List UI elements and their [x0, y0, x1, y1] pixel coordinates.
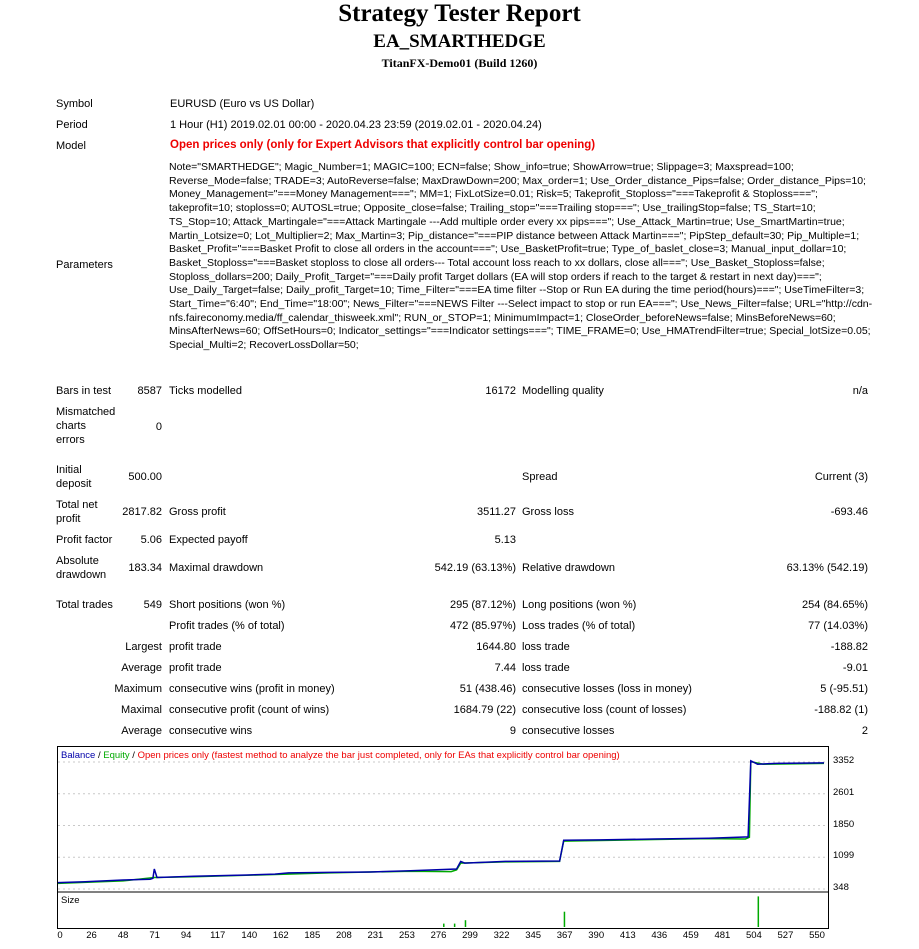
size-bar	[443, 924, 445, 927]
pfactor-value: 5.06	[140, 534, 162, 546]
x-tick-label: 436	[651, 930, 668, 941]
legend-note: Open prices only (fastest method to analyze the bar just completed, only for EAs that explicitly control bar opening)	[137, 750, 620, 761]
maxdd-label: Maximal drawdown	[169, 562, 264, 574]
reldd-label: Relative drawdown	[522, 562, 615, 574]
x-tick-label: 276	[430, 930, 447, 941]
x-tick-label: 117	[210, 930, 226, 941]
losstrades-label: Loss trades (% of total)	[522, 620, 636, 632]
long-value: 254 (84.65%)	[801, 599, 868, 611]
balance-chart	[57, 746, 829, 929]
long-label: Long positions (won %)	[522, 599, 637, 611]
pfactor-label: Profit factor	[56, 534, 113, 546]
largest-label: Largest	[125, 641, 162, 653]
maximum-label: Maximum	[114, 683, 162, 695]
payoff-label: Expected payoff	[169, 534, 248, 546]
x-tick-label: 231	[367, 930, 384, 941]
spread-value: Current (3)	[814, 471, 868, 483]
x-tick-label: 26	[86, 930, 97, 941]
y-tick-label: 348	[833, 882, 849, 893]
x-tick-label: 140	[241, 930, 258, 941]
initial-label-2: deposit	[56, 478, 92, 490]
mismatched-label-3: errors	[56, 434, 85, 446]
x-tick-label: 48	[117, 930, 129, 941]
netprofit-label-1: Total net	[56, 499, 98, 511]
chart-legend	[61, 750, 620, 761]
average-loss-label: loss trade	[522, 662, 570, 674]
maximal-loss-value: -188.82 (1)	[814, 704, 868, 716]
avg-wins-value: 9	[509, 725, 516, 737]
x-tick-label: 162	[272, 930, 289, 941]
initial-label-1: Initial	[56, 464, 82, 476]
largest-profit-label: profit trade	[169, 641, 222, 653]
average-label: Average	[121, 662, 162, 674]
x-tick-label: 413	[619, 930, 636, 941]
grossloss-label: Gross loss	[522, 506, 574, 518]
avg-losses-label: consecutive losses	[522, 725, 615, 737]
symbol-label: Symbol	[56, 98, 93, 110]
reldd-value: 63.13% (542.19)	[786, 562, 868, 574]
x-tick-label: 481	[714, 930, 731, 941]
payoff-value: 5.13	[494, 534, 516, 546]
ticks-label: Ticks modelled	[169, 385, 242, 397]
max-losses-label: consecutive losses (loss in money)	[522, 683, 692, 695]
y-tick-label: 1850	[833, 818, 855, 830]
parameters-label: Parameters	[56, 259, 113, 271]
size-bar	[564, 912, 566, 927]
bars-label: Bars in test	[56, 385, 112, 397]
maximal-label: Maximal	[121, 704, 162, 716]
x-tick-label: 322	[493, 930, 510, 941]
size-bar	[758, 896, 760, 927]
model-label: Model	[56, 140, 86, 152]
netprofit-label-2: profit	[56, 513, 81, 525]
largest-loss-value: -188.82	[830, 641, 868, 653]
y-tick-label: 1099	[833, 850, 855, 862]
trades-value: 549	[143, 599, 162, 611]
profittrades-label: Profit trades (% of total)	[169, 620, 285, 632]
period-label: Period	[56, 119, 88, 131]
absdd-label-2: drawdown	[56, 569, 107, 581]
server-build: TitanFX-Demo01 (Build 1260)	[381, 56, 538, 70]
x-tick-label: 208	[335, 930, 352, 941]
maximal-profit-label: consecutive profit (count of wins)	[169, 704, 330, 716]
avg-wins-label: consecutive wins	[169, 725, 253, 737]
bars-value: 8587	[137, 385, 162, 397]
x-tick-label: 253	[399, 930, 415, 941]
short-value: 295 (87.12%)	[449, 599, 516, 611]
spread-label: Spread	[522, 471, 558, 483]
legend-equity: Equity	[103, 750, 130, 761]
average-profit-label: profit trade	[169, 662, 222, 674]
x-tick-label: 390	[588, 930, 605, 941]
max-wins-value: 51 (438.46)	[459, 683, 516, 695]
size-label: Size	[61, 895, 80, 906]
mismatched-label-2: charts	[56, 420, 86, 432]
legend-sep-1: /	[95, 750, 104, 761]
x-tick-label: 345	[525, 930, 542, 941]
maxdd-value: 542.19 (63.13%)	[434, 562, 516, 574]
equity-line	[58, 762, 824, 884]
largest-loss-label: loss trade	[522, 641, 570, 653]
parameters-text: Note="SMARTHEDGE"; Magic_Number=1; MAGIC=100; ECN=false; Show_info=true; ShowArrow=true; Slippage=3; Maxspread=100; Reverse_Mode=false; TRADE=3; AutoReverse=false; MaxDrawDown=200; Max_order=1; Use_Order_distance_Pips=false; Order_distance_Pips=10; Money_Management="===Money Management==="; MM=1; FixLotSize=0.01; Risk=5; Takeprofit_Stoploss="===Takeprofit & Stoploss==="; takeprofit=10; stoploss=0; AUTOSL=true; Opposite_close=false; Trailing_stop="===Trailing stop==="; Use_trailingStop=false; TS_Start=10; TS_Stop=10; Attack_Martingale="===Attack Martingale ---Add multiple order every xx pips==="; Use_Attack_Martin=true; Use_SmartMartin=true; Martin_Lotsize=0; Lot_Multiplier=2; Max_Martin=3; Pip_distance="===PIP distance between Attack Martin==="; PipStep_default=30; Pip_Multiple=1; Basket_Profit="===Basket Profit to close all orders in the account==="; Use_BasketProfit=true; Type_of_baslet_close=3; Manual_input_dollar=10; Basket_Stoploss="===Basket stoploss to close all orders--- Total account loss reach to xx dollars, close all==="; Use_Basket_Stoploss=false; Stoploss_dollars=200; Daily_Profit_Target="===Daily profit Target dollars (EA will stop orders if reach to the target & restart in next day)==="; Use_Daily_Target=false; Daily_profit_Target=10; Time_Filter="===EA time filter --Stop or Run EA during the time period(hours)==="; UseTimeFilter=3; Start_Time="6:40"; End_Time="18:00"; News_Filter="===NEWS Filter ---Select impact to stop or run EA==="; Use_News_Filter=false; URL="http://cdn-nfs.faireconomy.media/ff_calendar_thisweek.xml"; RUN_or_STOP=1; MinimumImpact=1; CloseOrder_beforeNews=false; MinsBeforeNews=60; MinsAfterNews=60; OffSetHours=0; Indicator_settings="===Indicator settings==="; TIME_FRAME=0; Use_HMATrendFilter=true; Special_lotSize=0.05; Special_Multi=2; RecoverLossDollar=50;	[169, 161, 873, 352]
average-loss-value: -9.01	[842, 662, 868, 674]
y-tick-label: 3352	[833, 755, 855, 766]
x-tick-label: 71	[149, 930, 160, 941]
mismatched-label-1: Mismatched	[56, 406, 116, 418]
x-tick-label: 185	[304, 930, 321, 941]
symbol-value: EURUSD (Euro vs US Dollar)	[170, 98, 315, 110]
quality-value: n/a	[852, 385, 868, 397]
absdd-value: 183.34	[128, 562, 162, 574]
grossprofit-label: Gross profit	[169, 506, 226, 518]
profittrades-value: 472 (85.97%)	[449, 620, 516, 632]
trades-label: Total trades	[56, 599, 113, 611]
x-tick-label: 0	[57, 930, 63, 941]
max-losses-value: 5 (-95.51)	[820, 683, 868, 695]
grossprofit-value: 3511.27	[477, 506, 516, 518]
x-tick-label: 504	[745, 930, 762, 941]
losstrades-value: 77 (14.03%)	[808, 620, 868, 632]
absdd-label-1: Absolute	[56, 555, 99, 567]
maximal-profit-value: 1684.79 (22)	[453, 704, 516, 716]
avg-consecutive-label: Average	[121, 725, 162, 737]
period-value: 1 Hour (H1) 2019.02.01 00:00 - 2020.04.23 23:59 (2019.02.01 - 2020.04.24)	[170, 119, 542, 131]
average-profit-value: 7.44	[494, 662, 516, 674]
x-tick-label: 459	[682, 930, 699, 941]
size-bar	[465, 920, 467, 927]
ea-name: EA_SMARTHEDGE	[373, 31, 546, 52]
quality-label: Modelling quality	[522, 385, 604, 397]
model-value: Open prices only (only for Expert Advisors that explicitly control bar opening)	[170, 139, 596, 151]
maximal-loss-label: consecutive loss (count of losses)	[522, 704, 687, 716]
balance-chart-svg	[58, 747, 828, 928]
short-label: Short positions (won %)	[169, 599, 286, 611]
y-tick-label: 2601	[833, 786, 855, 798]
grossloss-value: -693.46	[830, 506, 868, 518]
size-bar	[454, 924, 456, 927]
initial-value: 500.00	[128, 471, 162, 483]
legend-sep-2: /	[129, 750, 138, 761]
report-title: Strategy Tester Report	[338, 0, 581, 27]
x-tick-label: 299	[462, 930, 478, 941]
balance-line	[58, 761, 824, 883]
legend-balance: Balance	[61, 750, 96, 761]
avg-losses-value: 2	[861, 725, 868, 737]
netprofit-value: 2817.82	[122, 506, 162, 518]
largest-profit-value: 1644.80	[476, 641, 516, 653]
max-wins-label: consecutive wins (profit in money)	[169, 683, 335, 695]
x-tick-label: 550	[809, 930, 825, 941]
x-tick-label: 527	[777, 930, 794, 941]
x-tick-label: 94	[180, 930, 192, 941]
ticks-value: 16172	[485, 385, 516, 397]
mismatched-value: 0	[155, 421, 162, 433]
x-tick-label: 367	[556, 930, 573, 941]
